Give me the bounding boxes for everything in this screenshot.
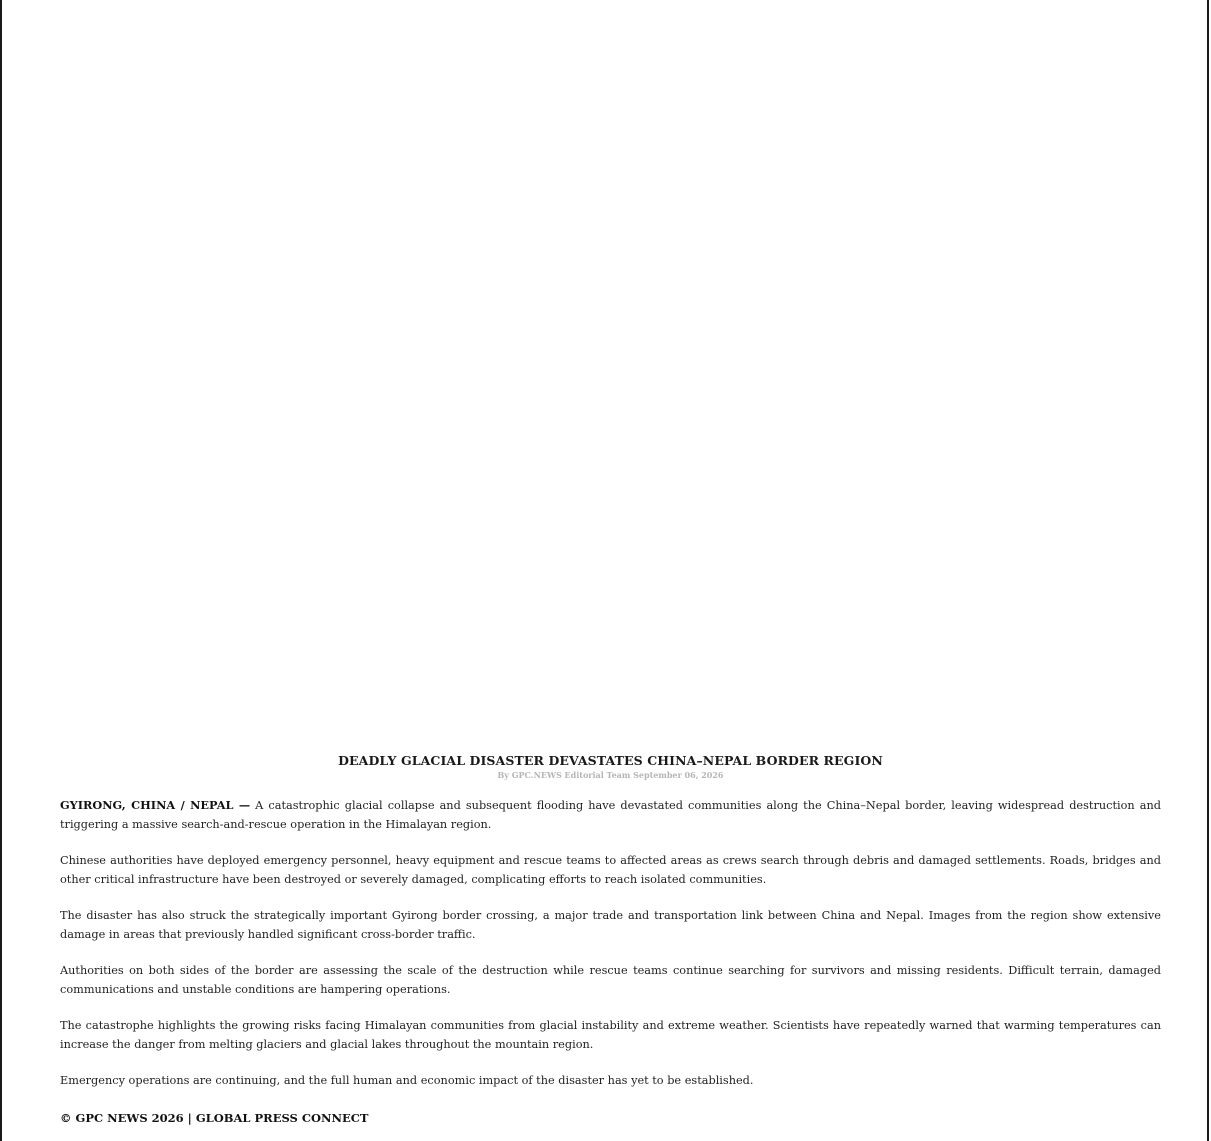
article-paragraph-3: The disaster has also struck the strategically important Gyirong border crossing, a major trade and transportation link between China and Nepal. Images from the region show extensive damage in areas that previously handled significant cross-border traffic.	[60, 909, 1161, 941]
article-paragraph-4: Authorities on both sides of the border are assessing the scale of the destruction while rescue teams continue searching for survivors and missing residents. Difficult terrain, damaged communications and unstable conditions are hampering operations.	[60, 964, 1161, 996]
article-paragraph-5: The catastrophe highlights the growing risks facing Himalayan communities from glacial instability and extreme weather. Scientists have repeatedly warned that warming temperatures can increase the danger from melting glaciers and glacial lakes throughout the mountain region.	[60, 1019, 1161, 1051]
paragraph-1-text: A catastrophic glacial collapse and subsequent flooding have devastated communities along the China–Nepal border, leaving widespread destruction and triggering a massive search-and-rescue operation in the Himalayan region.	[60, 799, 1161, 831]
article-paragraph-6: Emergency operations are continuing, and the full human and economic impact of the disaster has yet to be established.	[60, 1074, 754, 1087]
article-paragraph-1	[60, 796, 1161, 834]
article-byline: By GPC.NEWS Editorial Team September 06, 2026	[497, 770, 724, 780]
article-footer: © GPC NEWS 2026 | GLOBAL PRESS CONNECT	[60, 1110, 369, 1125]
article-dateline: GYIRONG, CHINA / NEPAL —	[60, 798, 251, 812]
article-headline: DEADLY GLACIAL DISASTER DEVASTATES CHINA–NEPAL BORDER REGION	[338, 753, 883, 768]
article-body	[60, 752, 1161, 1127]
article-image-area	[2, 0, 1207, 740]
article-paragraph-2: Chinese authorities have deployed emergency personnel, heavy equipment and rescue teams to affected areas as crews search through debris and damaged settlements. Roads, bridges and other critical infrastructure have been destroyed or severely damaged, complicating efforts to reach isolated communities.	[60, 854, 1161, 886]
